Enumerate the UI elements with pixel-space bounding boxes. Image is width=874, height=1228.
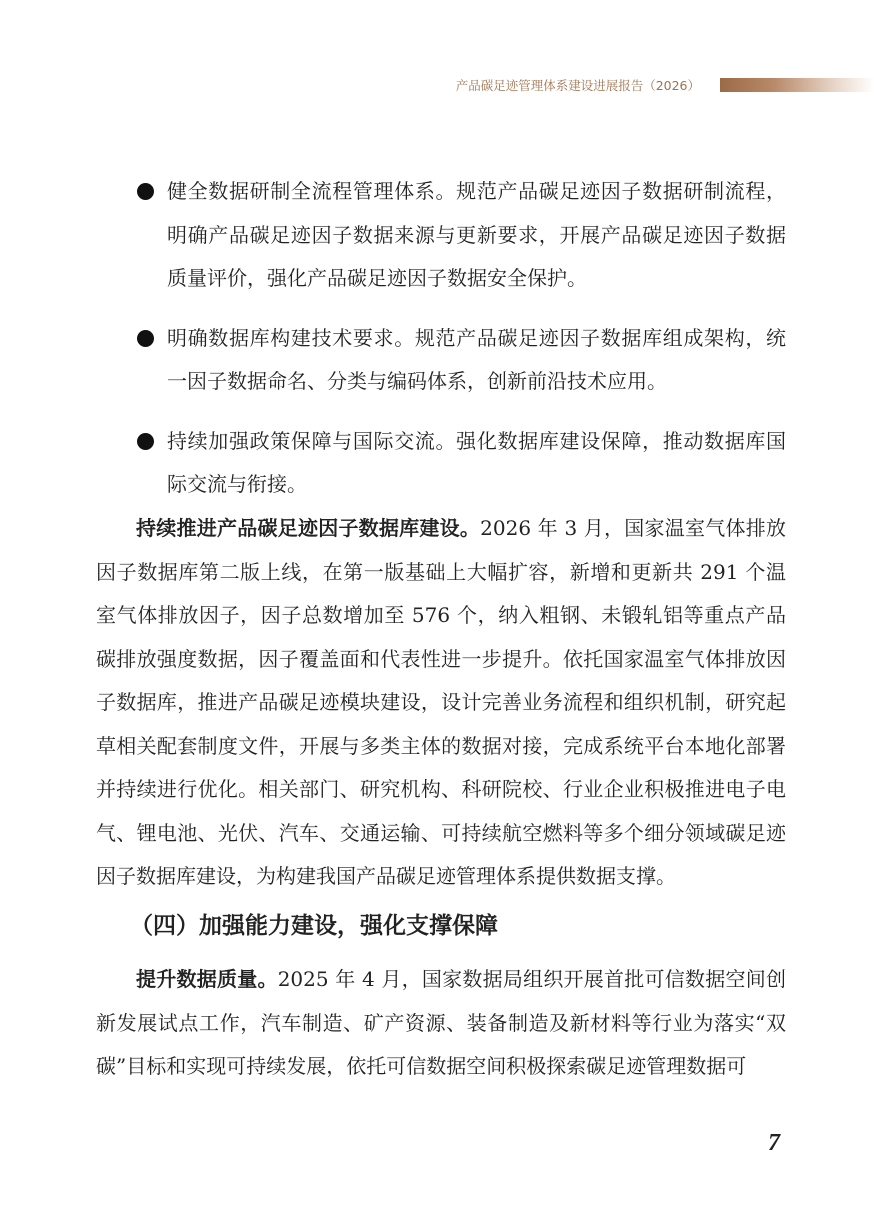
bullet-text: 明确数据库构建技术要求。规范产品碳足迹因子数据库组成架构，统一因子数据命名、分类与编码体系，创新前沿技术应用。 (167, 325, 786, 393)
bullet-dot-icon (137, 183, 154, 200)
header-decoration-bar (720, 78, 874, 92)
paragraph-lead: 持续推进产品碳足迹因子数据库建设。 (136, 516, 481, 540)
running-header-title: 产品碳足迹管理体系建设进展报告（2026） (455, 78, 700, 93)
bullet-text: 健全数据研制全流程管理体系。规范产品碳足迹因子数据研制流程，明确产品碳足迹因子数据来源与更新要求，开展产品碳足迹因子数据质量评价，强化产品碳足迹因子数据安全保护。 (167, 179, 786, 290)
bullet-dot-icon (137, 433, 154, 450)
paragraph-lead: 提升数据质量。 (136, 967, 278, 991)
paragraph-body: 2026 年 3 月，国家温室气体排放因子数据库第二版上线，在第一版基础上大幅扩容，新增和更新共 291 个温室气体排放因子，因子总数增加至 576 个，纳入粗钢、未锻轧铝等重点产品碳排放强度数据，因子覆盖面和代表性进一步提升。依托国家温室气体排放因子数据库，推进产品碳足迹模块建设，设计完善业务流程和组织机制，研究起草相关配套制度文件，开展与多类主体的数据对接，完成系统平台本地化部署并持续进行优化。相关部门、研究机构、科研院校、行业企业积极推进电子电气、锂电池、光伏、汽车、交通运输、可持续航空燃料等多个细分领域碳足迹因子数据库建设，为构建我国产品碳足迹管理体系提供数据支撑。 (96, 516, 786, 888)
bullet-item (136, 420, 786, 507)
paragraph-body: 2025 年 4 月，国家数据局组织开展首批可信数据空间创新发展试点工作，汽车制造、矿产资源、装备制造及新材料等行业为落实“双碳”目标和实现可持续发展，依托可信数据空间积极探索碳足迹管理数据可 (96, 967, 786, 1078)
bullet-text: 持续加强政策保障与国际交流。强化数据库建设保障，推动数据库国际交流与衔接。 (167, 428, 786, 496)
section-heading: （四）加强能力建设，强化支撑保障 (130, 912, 498, 939)
paragraph-data-quality (96, 958, 786, 1089)
bullet-dot-icon (137, 330, 154, 347)
bullet-item (136, 317, 786, 404)
page-number: 7 (768, 1130, 780, 1156)
bullet-list (136, 170, 786, 523)
bullet-item (136, 170, 786, 301)
paragraph-database-construction (96, 507, 786, 899)
